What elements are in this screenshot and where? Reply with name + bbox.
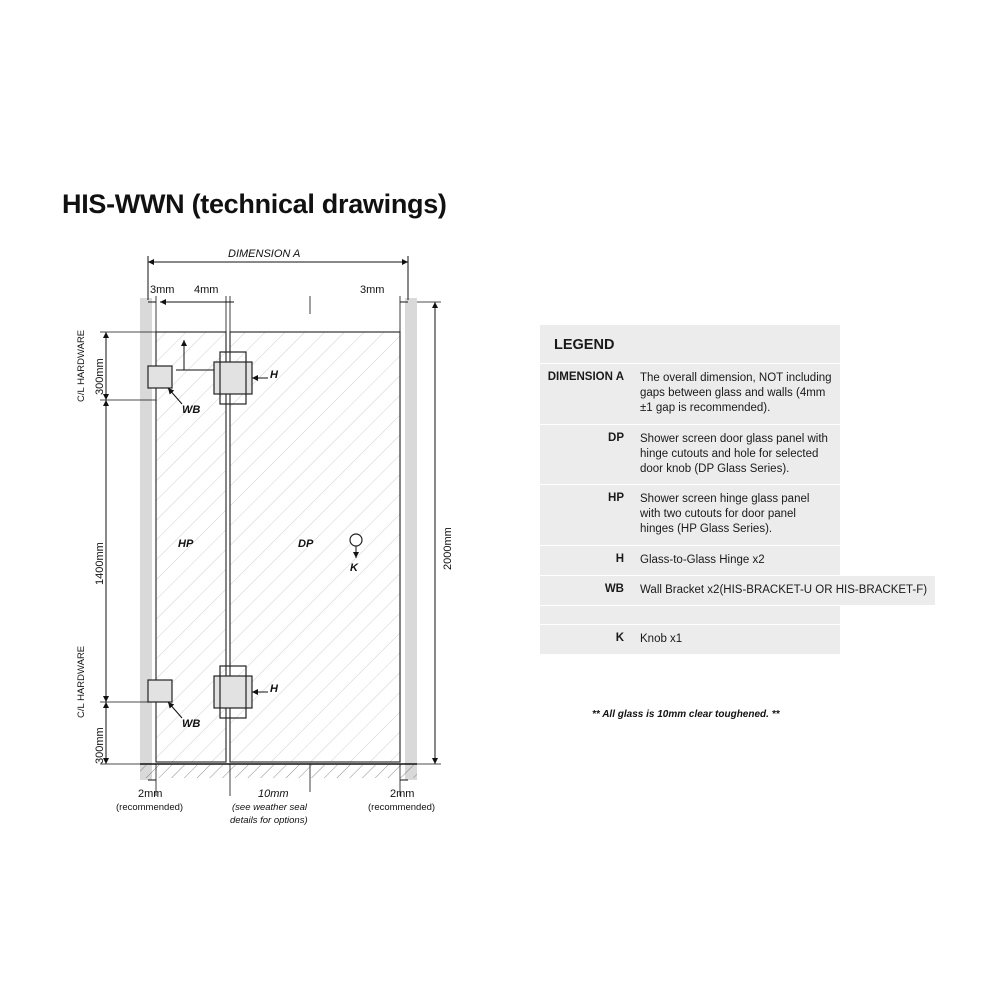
wall-bracket-top-label: WB — [182, 404, 201, 416]
legend-code: H — [615, 552, 624, 565]
legend-row — [540, 364, 840, 425]
overall-height-label: 2000mm — [442, 527, 454, 570]
cl-hardware-bottom-label: C/L HARDWARE — [76, 645, 87, 718]
legend-description: Wall Bracket x2(HIS-BRACKET-U OR HIS-BRACKET-F) — [632, 576, 935, 605]
dimension-a-label: DIMENSION A — [228, 248, 301, 260]
knob-label: K — [350, 562, 358, 574]
legend-description: The overall dimension, NOT including gaps between glass and walls (4mm ±1 gap is recommended). — [632, 364, 840, 424]
door-panel-label: DP — [298, 538, 314, 550]
bottom-center-note-2: details for options) — [230, 815, 308, 826]
legend-description: Shower screen hinge glass panel with two cutouts for door panel hinges (HP Glass Series). — [632, 485, 840, 545]
legend-footnote: ** All glass is 10mm clear toughened. ** — [592, 709, 780, 720]
gap-left-label: 3mm — [150, 284, 175, 296]
legend-row — [540, 425, 840, 486]
technical-drawing — [60, 240, 520, 840]
legend-code: WB — [604, 582, 624, 595]
bottom-center-note-1: (see weather seal — [232, 802, 307, 813]
cl-hardware-top-label: C/L HARDWARE — [76, 329, 87, 402]
bottom-left-gap-note: (recommended) — [116, 802, 184, 813]
legend-code: HP — [608, 492, 624, 505]
legend-description — [632, 606, 840, 624]
dim-1400-label: 1400mm — [94, 542, 106, 585]
legend-code: K — [615, 631, 624, 644]
legend-row — [540, 606, 840, 625]
gap-right-label: 3mm — [360, 284, 385, 296]
bottom-left-gap-value: 2mm — [138, 788, 163, 800]
wall-bracket-bottom-label: WB — [182, 718, 201, 730]
legend-row — [540, 576, 928, 606]
legend-description: Shower screen door glass panel with hinge cutouts and hole for selected door knob (DP Glass Series). — [632, 425, 840, 485]
legend-title: LEGEND — [540, 325, 840, 364]
legend-row — [540, 625, 840, 655]
legend-code — [540, 606, 632, 624]
hinge-bottom-label: H — [270, 683, 278, 695]
legend-description: Knob x1 — [632, 625, 840, 654]
hinge-panel-label: HP — [178, 538, 194, 550]
legend-panel — [540, 325, 928, 655]
hinge-top-label: H — [270, 369, 278, 381]
legend-code: DIMENSION A — [547, 371, 624, 383]
legend-row — [540, 485, 840, 546]
bottom-right-gap-note: (recommended) — [368, 802, 436, 813]
page-title: HIS-WWN (technical drawings) — [62, 189, 447, 219]
legend-row — [540, 546, 840, 576]
legend-code: DP — [608, 431, 624, 444]
gap-panel-label: 4mm — [194, 284, 219, 296]
legend-description: Glass-to-Glass Hinge x2 — [632, 546, 840, 575]
bottom-right-gap-value: 2mm — [390, 788, 415, 800]
dim-bottom-300-label: 300mm — [94, 727, 106, 764]
bottom-center-gap-value: 10mm — [258, 788, 289, 800]
dim-top-300-label: 300mm — [94, 358, 106, 395]
